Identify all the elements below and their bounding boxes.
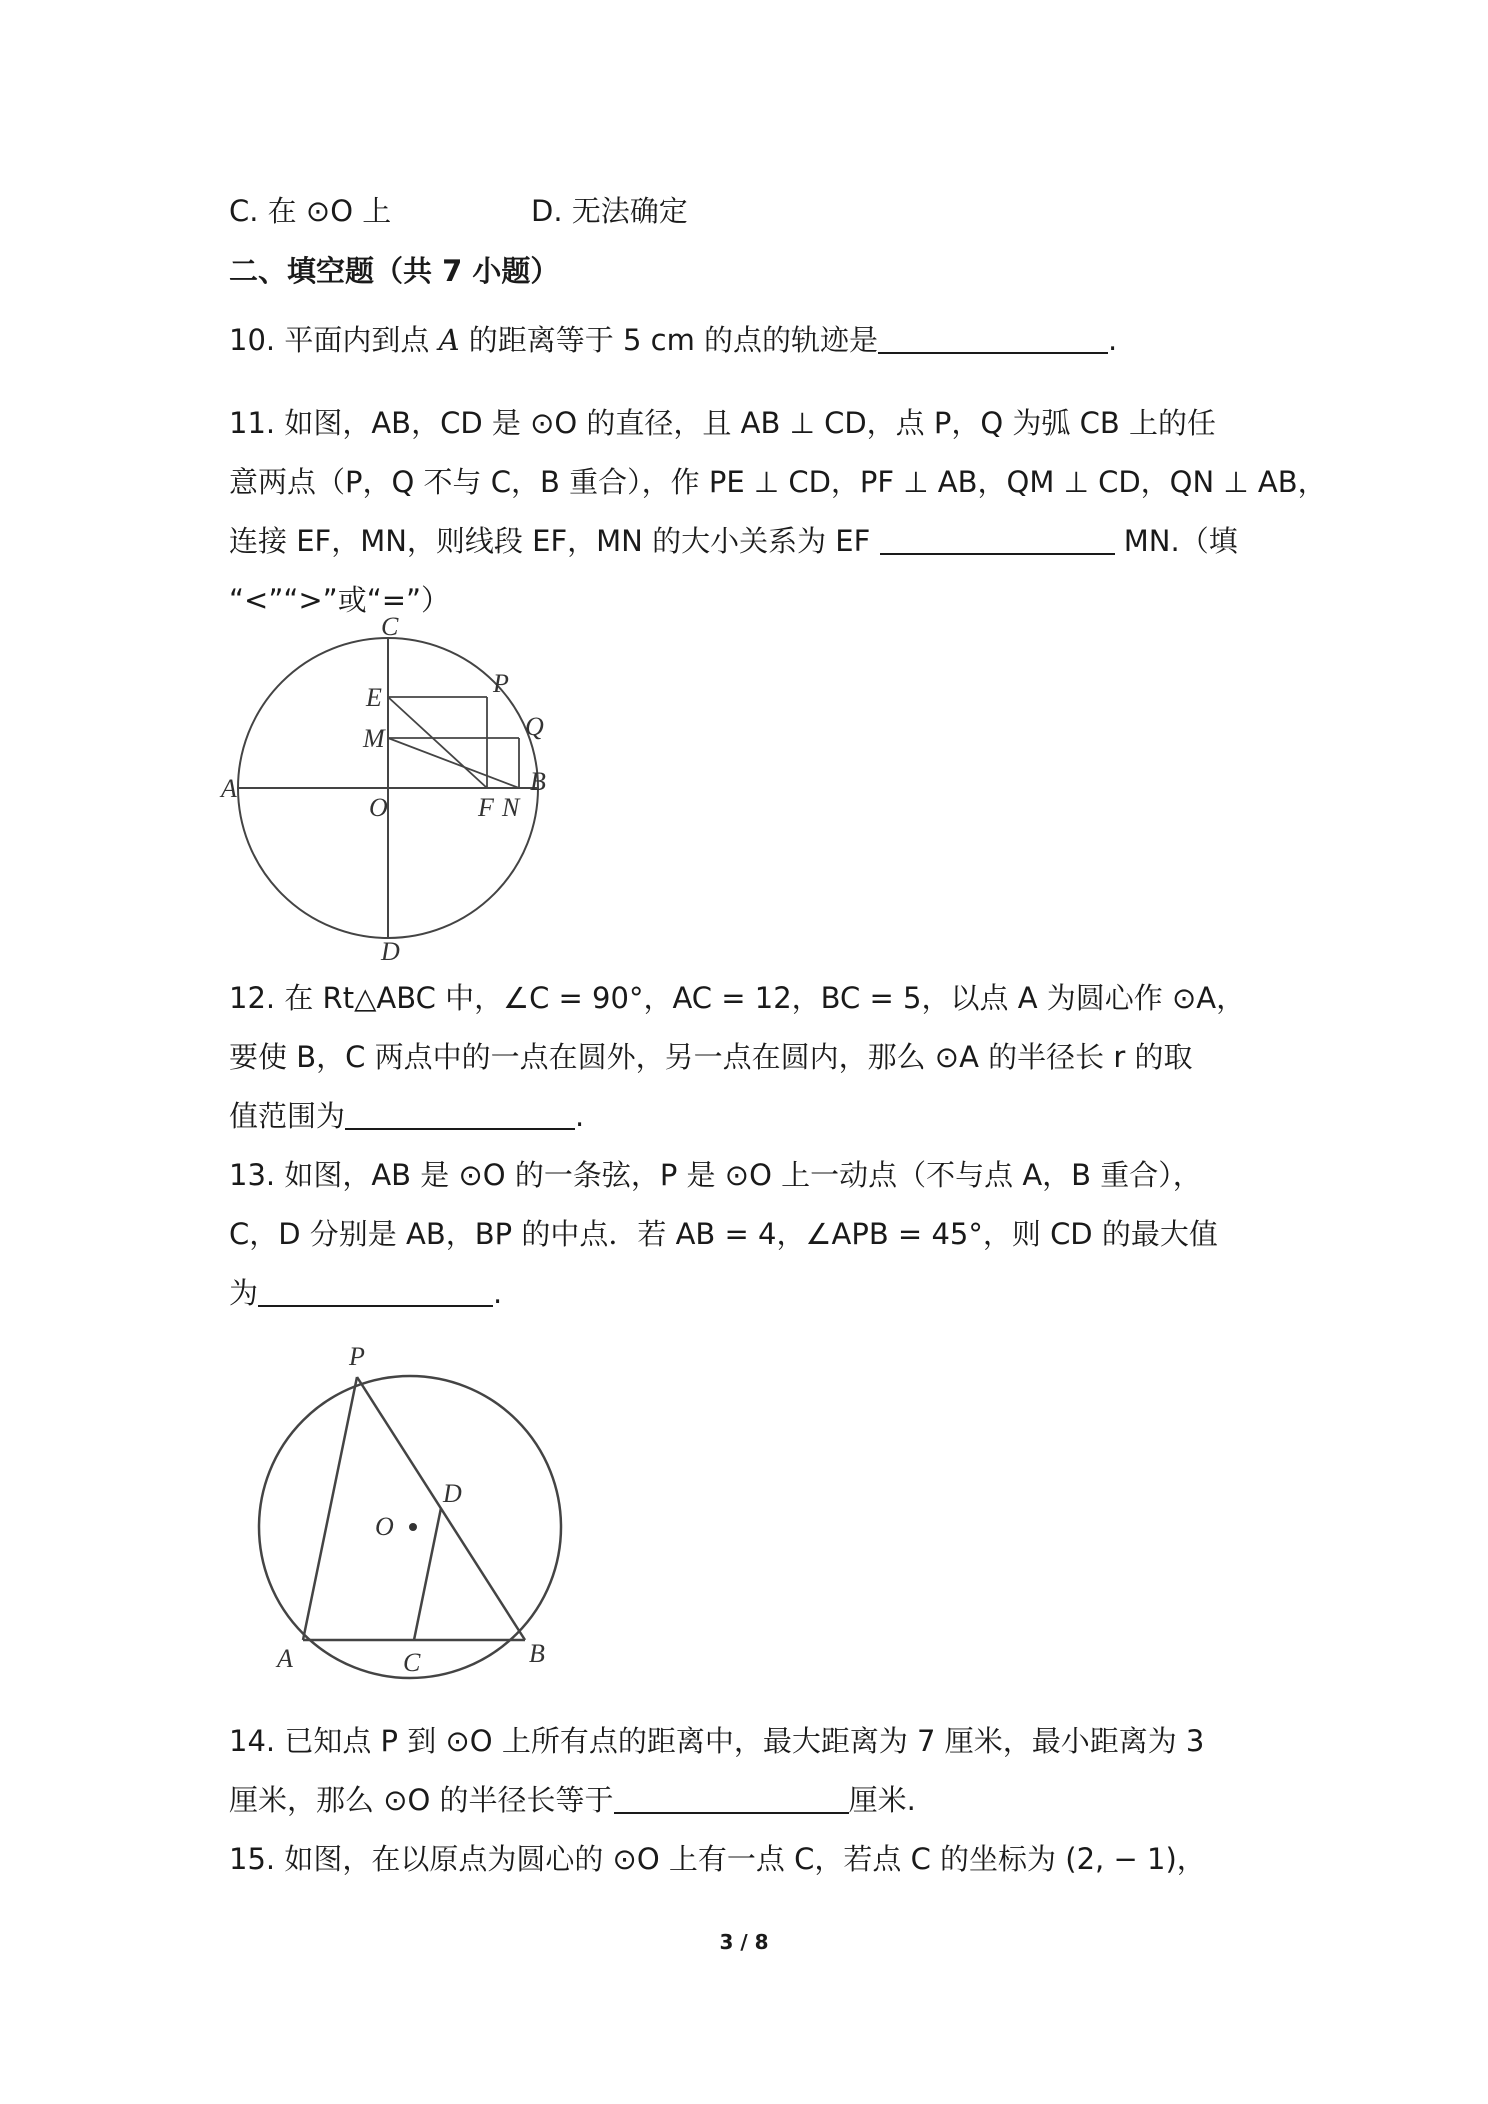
label-o: O bbox=[369, 793, 388, 822]
segment-cd bbox=[414, 1508, 441, 1640]
label-d: D bbox=[443, 1479, 462, 1508]
answer-blank bbox=[614, 1782, 849, 1814]
question-15-line1: 15. 如图，在以原点为圆心的 ⊙O 上有一点 C，若点 C 的坐标为 (2, − 1)， bbox=[229, 1842, 1206, 1876]
q9-option-c: C. 在 ⊙O 上 bbox=[229, 194, 392, 228]
figure-11-circle-diagram bbox=[221, 612, 555, 968]
q9-options bbox=[229, 191, 688, 231]
answer-blank bbox=[345, 1098, 575, 1130]
question-13-line1: 13. 如图，AB 是 ⊙O 的一条弦，P 是 ⊙O 上一动点（不与点 A，B 重合）， bbox=[229, 1158, 1202, 1192]
label-e: E bbox=[366, 683, 382, 712]
label-c: C bbox=[403, 1648, 421, 1677]
section-title: 二、填空题（共 7 小题） bbox=[229, 254, 560, 288]
figure-13-circle-diagram bbox=[245, 1335, 585, 1695]
label-q: Q bbox=[525, 712, 544, 741]
question-10: 10. 平面内到点 A 的距离等于 5 cm 的点的轨迹是 . bbox=[229, 323, 1118, 357]
label-b: B bbox=[530, 767, 546, 796]
question-11-line3: 连接 EF，MN，则线段 EF，MN 的大小关系为 EF MN.（填 bbox=[229, 524, 1238, 558]
label-f: F bbox=[478, 793, 494, 822]
label-c: C bbox=[381, 612, 399, 641]
label-m: M bbox=[363, 724, 385, 753]
question-13-line3: 为 . bbox=[229, 1276, 503, 1310]
segment-mn bbox=[388, 738, 519, 788]
label-p: P bbox=[349, 1342, 365, 1371]
answer-blank bbox=[258, 1275, 493, 1307]
label-o: O bbox=[375, 1512, 394, 1541]
label-a: A bbox=[221, 774, 237, 803]
page-number: 3 / 8 bbox=[719, 1930, 769, 1954]
segment-ef bbox=[388, 697, 487, 788]
question-11-line1: 11. 如图，AB，CD 是 ⊙O 的直径，且 AB ⊥ CD，点 P，Q 为弧 CB 上的任 bbox=[229, 406, 1216, 440]
question-11-line4: “<”“>”或“=”） bbox=[229, 583, 451, 617]
question-14-line1: 14. 已知点 P 到 ⊙O 上所有点的距离中，最大距离为 7 厘米，最小距离为 3 bbox=[229, 1724, 1205, 1758]
question-12-line2: 要使 B，C 两点中的一点在圆外，另一点在圆内，那么 ⊙A 的半径长 r 的取 bbox=[229, 1040, 1193, 1074]
label-d: D bbox=[381, 937, 400, 966]
label-a: A bbox=[277, 1644, 293, 1673]
question-13-line2: C，D 分别是 AB，BP 的中点．若 AB = 4，∠APB = 45°，则 CD 的最大值 bbox=[229, 1217, 1218, 1251]
question-12-line1: 12. 在 Rt△ABC 中，∠C = 90°，AC = 12，BC = 5，以点 A 为圆心作 ⊙A， bbox=[229, 981, 1246, 1015]
answer-blank bbox=[878, 322, 1108, 354]
answer-blank bbox=[880, 523, 1115, 555]
label-n: N bbox=[502, 793, 520, 822]
center-point-o bbox=[409, 1523, 417, 1531]
label-b: B bbox=[529, 1639, 545, 1668]
segment-pa bbox=[303, 1377, 357, 1640]
q9-option-d: D. 无法确定 bbox=[531, 194, 688, 228]
question-14-line2: 厘米，那么 ⊙O 的半径长等于 厘米. bbox=[229, 1783, 916, 1817]
question-12-line3: 值范围为 . bbox=[229, 1099, 585, 1133]
label-p: P bbox=[493, 669, 509, 698]
question-11-line2: 意两点（P，Q 不与 C，B 重合），作 PE ⊥ CD，PF ⊥ AB，QM ⊥ CD，QN ⊥ AB， bbox=[229, 465, 1327, 499]
